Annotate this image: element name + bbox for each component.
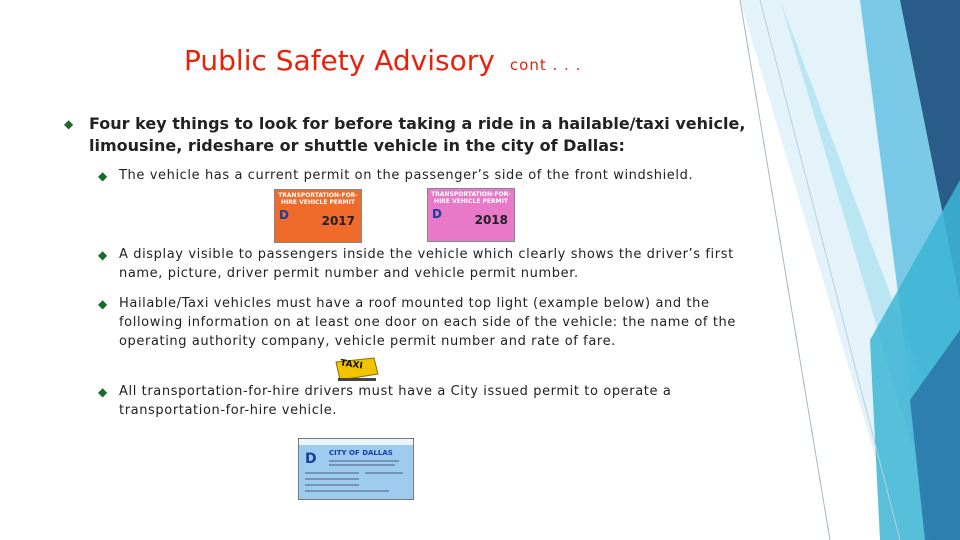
list-item: The vehicle has a current permit on the passenger’s side of the front windshield. [119,168,694,183]
permit-header: TRANSPORTATION-FOR-HIRE VEHICLE PERMIT [278,192,358,206]
taxi-top-light-image [334,356,380,382]
dallas-logo-icon: D [305,451,317,467]
permit-year: 2018 [474,213,508,227]
title-main: Public Safety Advisory [184,44,495,77]
card-detail-lines [299,439,413,499]
diamond-bullet-icon: ◆ [98,297,108,311]
driver-permit-card-image [298,438,414,500]
diamond-bullet-icon: ◆ [98,385,108,399]
dallas-logo-icon: D [279,208,289,222]
card-heading: CITY OF DALLAS [329,449,393,457]
vehicle-permit-2018-image [427,188,515,242]
list-item: All transportation-for-hire drivers must have a City issued permit to operate a transportation-for-hire vehicle. [119,384,672,418]
permit-year: 2017 [321,214,355,228]
taxi-light-label: TAXI [339,358,364,372]
dallas-logo-icon: D [432,207,442,221]
list-item: Hailable/Taxi vehicles must have a roof mounted top light (example below) and the following information on at least one door on each side of the vehicle: the name of the operating authority company, vehicle permit number and rate of fare. [119,296,736,349]
list-item: A display visible to passengers inside the vehicle which clearly shows the driver’s first name, picture, driver permit number and vehicle permit number. [119,247,734,281]
vehicle-permit-2017-image [274,189,362,243]
diamond-bullet-icon: ◆ [98,169,108,183]
slide-title [184,44,581,77]
intro-text: Four key things to look for before taking a ride in a hailable/taxi vehicle, limousine, rideshare or shuttle vehicle in the city of Dallas: [89,114,746,155]
title-suffix: cont . . . [509,56,582,74]
diamond-bullet-icon: ◆ [98,248,108,262]
diamond-bullet-icon: ◆ [64,117,74,131]
permit-header: TRANSPORTATION-FOR-HIRE VEHICLE PERMIT [431,191,511,205]
